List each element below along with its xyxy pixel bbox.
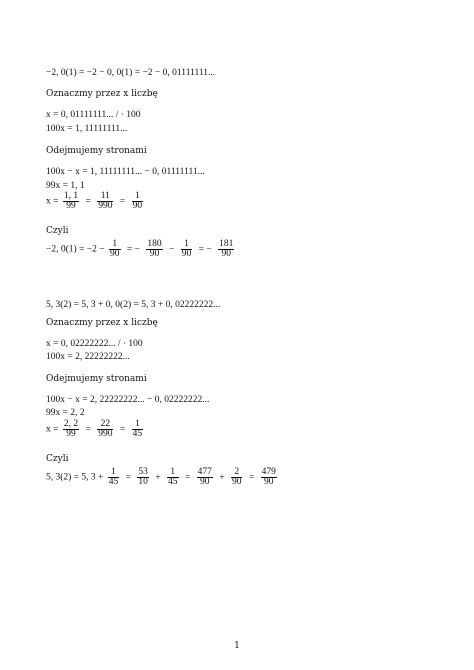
numerator: 53 xyxy=(138,467,148,477)
equals: = xyxy=(119,424,126,435)
equals-minus: = − xyxy=(198,244,212,255)
page-number: 1 xyxy=(234,641,240,651)
s2-final-line xyxy=(46,468,279,487)
numerator: 2, 2 xyxy=(63,419,79,429)
equals-minus: = − xyxy=(126,244,140,255)
numerator: 1 xyxy=(108,468,120,478)
denominator: 990 xyxy=(98,429,113,439)
plus: + xyxy=(219,472,225,483)
s2-x-lhs: x = xyxy=(46,424,59,435)
s1-x-fraction-line xyxy=(46,192,145,211)
denominator: 99 xyxy=(66,201,76,211)
s2-x-fraction-line xyxy=(46,420,145,439)
s2-final-lhs: 5, 3(2) = 5, 3 + xyxy=(46,472,104,483)
s2-decimal-line: 5, 3(2) = 5, 3 + 0, 0(2) = 5, 3 + 0, 02222222... xyxy=(46,300,221,310)
s2-thus-text: Czyli xyxy=(46,454,69,464)
equals: = xyxy=(184,472,191,483)
denominator: 90 xyxy=(263,477,274,487)
equals: = xyxy=(119,196,126,207)
numerator: 1 xyxy=(132,192,144,202)
s2-final-fraction-3 xyxy=(167,468,179,487)
s1-x-line: x = 0, 01111111... / · 100 xyxy=(46,110,141,120)
s2-99x-line: 99x = 2, 2 xyxy=(46,408,85,418)
minus: − xyxy=(168,244,175,255)
denominator: 90 xyxy=(200,477,210,487)
denominator: 90 xyxy=(221,249,231,259)
numerator: 181 xyxy=(219,239,234,249)
s1-thus-text: Czyli xyxy=(46,226,69,236)
s2-final-fraction-1 xyxy=(108,468,120,487)
equals: = xyxy=(85,424,91,435)
s2-define-text: Oznaczmy przez x liczbę xyxy=(46,318,158,328)
s2-subtract-text: Odejmujemy stronami xyxy=(46,374,147,384)
numerator: 2 xyxy=(231,468,243,478)
denominator: 45 xyxy=(108,477,119,487)
equals: = xyxy=(125,472,132,483)
denominator: 990 xyxy=(98,201,113,211)
denominator: 10 xyxy=(138,477,148,487)
denominator: 90 xyxy=(231,477,242,487)
numerator: 1 xyxy=(167,468,179,478)
s1-diff-line: 100x − x = 1, 11111111... − 0, 01111111... xyxy=(46,167,205,177)
denominator: 45 xyxy=(168,477,178,487)
numerator: 1, 1 xyxy=(63,191,79,201)
s2-100x-line: 100x = 2, 22222222... xyxy=(46,352,130,362)
s1-x-fraction-2 xyxy=(97,192,113,211)
denominator: 90 xyxy=(110,249,120,259)
denominator: 90 xyxy=(149,249,160,259)
s2-x-fraction-3 xyxy=(132,420,144,439)
equals: = xyxy=(85,196,91,207)
s2-final-fraction-2 xyxy=(137,468,149,487)
s1-decimal-line: −2, 0(1) = −2 − 0, 0(1) = −2 − 0, 01111111... xyxy=(46,68,216,78)
numerator: 22 xyxy=(97,420,113,430)
s1-final-fraction-1 xyxy=(109,240,121,259)
s2-diff-line: 100x − x = 2, 22222222... − 0, 02222222... xyxy=(46,395,210,405)
s1-final-lhs: −2, 0(1) = −2 − xyxy=(46,244,105,255)
s1-define-text: Oznaczmy przez x liczbę xyxy=(46,89,158,99)
numerator: 477 xyxy=(197,467,212,477)
s2-final-fraction-6 xyxy=(261,468,277,487)
numerator: 180 xyxy=(147,239,162,249)
denominator: 45 xyxy=(132,429,143,439)
numerator: 11 xyxy=(97,192,113,202)
s1-final-fraction-4 xyxy=(218,240,234,259)
s1-subtract-text: Odejmujemy stronami xyxy=(46,146,147,156)
s1-final-fraction-2 xyxy=(146,240,162,259)
numerator: 1 xyxy=(109,240,121,250)
s2-x-line: x = 0, 02222222... / · 100 xyxy=(46,339,143,349)
denominator: 90 xyxy=(181,249,192,259)
equals: = xyxy=(248,472,255,483)
s1-x-fraction-1 xyxy=(63,192,79,211)
denominator: 99 xyxy=(66,429,76,439)
denominator: 90 xyxy=(132,201,143,211)
s1-99x-line: 99x = 1, 1 xyxy=(46,181,85,191)
numerator: 1 xyxy=(181,240,193,250)
numerator: 1 xyxy=(132,420,144,430)
s2-final-fraction-4 xyxy=(197,468,213,487)
plus: + xyxy=(155,472,161,483)
s1-x-fraction-3 xyxy=(132,192,144,211)
s1-final-line xyxy=(46,240,236,259)
s2-x-fraction-2 xyxy=(97,420,113,439)
s2-final-fraction-5 xyxy=(231,468,243,487)
s1-100x-line: 100x = 1, 11111111... xyxy=(46,124,128,134)
numerator: 479 xyxy=(261,467,276,477)
s2-x-fraction-1 xyxy=(63,420,79,439)
s1-final-fraction-3 xyxy=(181,240,193,259)
s1-x-lhs: x = xyxy=(46,196,59,207)
